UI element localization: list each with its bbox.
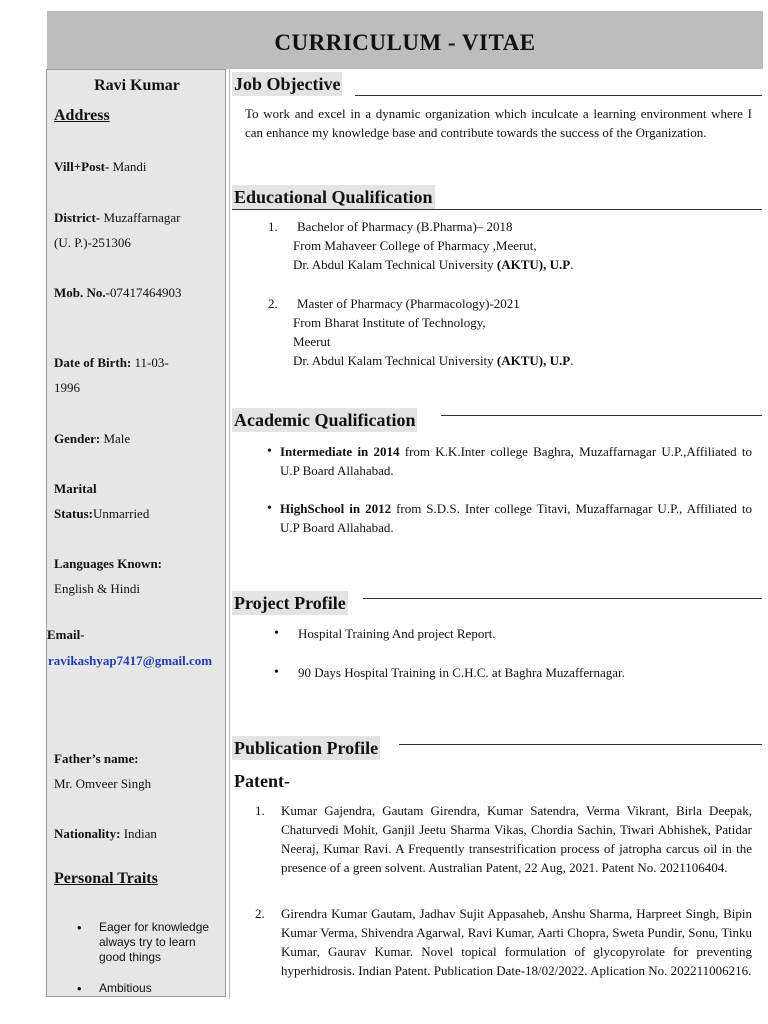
education-university — [293, 255, 573, 274]
district-pincode: (U. P.)-251306 — [54, 235, 131, 250]
education-number: 2. — [268, 296, 278, 311]
dob-value: 11-03- — [131, 355, 169, 370]
project-item — [274, 663, 625, 682]
marital-status-line — [54, 501, 149, 526]
academic-text — [280, 499, 752, 537]
academic-qualification-detail: from S.D.S. Inter college Titavi, Muzaffarnagar U.P., Affiliated to U.P Board Allahabad. — [280, 501, 752, 535]
bullet-icon: • — [267, 444, 272, 459]
university-suffix: . — [570, 257, 574, 272]
marital-status-label: Status: — [54, 506, 94, 521]
nationality-line — [54, 821, 157, 846]
personal-traits-heading: Personal Traits — [54, 870, 158, 887]
father-label — [54, 746, 139, 771]
heading-rule — [363, 598, 762, 599]
languages-label-text: Languages Known: — [54, 556, 162, 571]
patent-heading: Patent- — [234, 771, 290, 791]
patent-text: Kumar Gajendra, Gautam Girendra, Kumar Satendra, Verma Vikrant, Birla Deepak, Chaturvedi Mohit, Ganjil Jeetu Sharma Vikas, Chordia Sachin, Tiwari Abhishek, Patidar Neeraj, Kumar Ravi. A Frequently transestrification process of jatropha carcus oil in the presence of a green solvent. Australian Patent, 22 Aug, 2021. Patent No. 2021106404. — [281, 803, 752, 875]
patent-number: 2. — [255, 906, 265, 921]
project-item — [274, 624, 496, 643]
university-name: Dr. Abdul Kalam Technical University — [293, 353, 497, 368]
district-line — [54, 205, 180, 230]
district-label: District- — [54, 210, 101, 225]
job-objective-text: To work and excel in a dynamic organization which inculcate a learning environment where I can enhance my knowledge base and contribute towards the success of the Organization. — [245, 106, 752, 140]
languages-value: English & Hindi — [54, 581, 140, 596]
academic-item-1 — [267, 442, 752, 480]
academic-text — [280, 442, 752, 480]
dob-line — [54, 350, 169, 375]
email-label: Email- — [47, 627, 85, 642]
academic-qualification-heading: Academic Qualification — [234, 410, 416, 430]
father-label-text: Father’s name: — [54, 751, 139, 766]
education-number: 1. — [268, 219, 278, 234]
education-college-city: Meerut — [293, 334, 331, 349]
nationality-value: Indian — [120, 826, 157, 841]
marital-label-text: Marital — [54, 481, 97, 496]
university-short: (AKTU), U.P — [496, 257, 571, 272]
candidate-name: Ravi Kumar — [94, 77, 180, 94]
languages-label — [54, 551, 162, 576]
gender-value: Male — [100, 431, 131, 446]
marital-label — [54, 476, 97, 501]
education-college: From Mahaveer College of Pharmacy ,Meerut, — [293, 238, 537, 253]
university-suffix: . — [570, 353, 574, 368]
education-item-2 — [268, 294, 573, 370]
trait-item: • Ambitious — [99, 981, 223, 996]
document-title: CURRICULUM - VITAE — [274, 30, 536, 55]
village-line — [54, 154, 147, 179]
patent-text: Girendra Kumar Gautam, Jadhav Sujit Appasaheb, Anshu Sharma, Harpreet Singh, Bipin Kumar Verma, Shivendra Agarwal, Ravi Kumar, Aarti Chopra, Sweta Pundir, Sonu, Tinku Kumar, Gaurav Kumar. Novel topical formulation of glycopyrolate for preventing hyperhidrosis. Indian Patent. Publication Date-18/02/2022. Aplication No. 202211006216. — [281, 906, 752, 978]
address-heading: Address — [54, 107, 110, 124]
academic-qualification-name: HighSchool in 2012 — [280, 501, 392, 516]
academic-qualification-name: Intermediate in 2014 — [280, 444, 400, 459]
heading-rule — [399, 744, 762, 745]
marital-status-value: Unmarried — [93, 506, 150, 521]
project-profile-heading: Project Profile — [234, 593, 346, 613]
university-name: Dr. Abdul Kalam Technical University — [293, 257, 497, 272]
dob-label: Date of Birth: — [54, 355, 132, 370]
heading-rule — [232, 209, 762, 210]
column-divider — [229, 69, 230, 999]
village-value: Mandi — [109, 159, 147, 174]
gender-label: Gender: — [54, 431, 101, 446]
sidebar — [46, 69, 226, 997]
patent-item — [255, 801, 752, 877]
job-objective-heading: Job Objective — [234, 74, 341, 94]
project-item-text: 90 Days Hospital Training in C.H.C. at Baghra Muzaffernagar. — [298, 665, 625, 680]
mobile-label: Mob. No.- — [54, 285, 110, 300]
bullet-icon: • — [267, 501, 272, 516]
father-value: Mr. Omveer Singh — [54, 776, 152, 791]
education-degree: Master of Pharmacy (Pharmacology)-2021 — [297, 296, 520, 311]
dob-year: 1996 — [54, 380, 80, 395]
nationality-label: Nationality: — [54, 826, 121, 841]
mobile-value: 07417464903 — [109, 285, 182, 300]
email-link[interactable]: ravikashyap7417@gmail.com — [48, 653, 213, 668]
district-value: Muzaffarnagar — [100, 210, 181, 225]
patent-number: 1. — [255, 803, 265, 818]
heading-rule — [355, 95, 762, 96]
bullet-icon: • — [274, 626, 279, 641]
traits-list — [99, 920, 223, 1012]
publication-profile-heading: Publication Profile — [234, 738, 379, 758]
education-university — [293, 351, 573, 370]
header-bar — [47, 11, 763, 69]
village-label: Vill+Post- — [54, 159, 110, 174]
bullet-icon: • — [274, 665, 279, 680]
university-short: (AKTU), U.P — [496, 353, 571, 368]
heading-rule — [441, 415, 762, 416]
mobile-line — [54, 280, 181, 305]
academic-item-2 — [267, 499, 752, 537]
education-college: From Bharat Institute of Technology, — [293, 315, 486, 330]
patent-item — [255, 904, 752, 980]
education-item-1 — [268, 217, 573, 274]
project-item-text: Hospital Training And project Report. — [298, 626, 496, 641]
education-degree: Bachelor of Pharmacy (B.Pharma)– 2018 — [297, 219, 513, 234]
trait-item: • Eager for knowledge always try to learn good things — [99, 920, 223, 965]
gender-line — [54, 426, 130, 451]
academic-qualification-detail: from K.K.Inter college Baghra, Muzaffarnagar U.P.,Affiliated to U.P Board Allahabad. — [280, 444, 752, 478]
educational-qualification-heading: Educational Qualification — [234, 187, 433, 207]
